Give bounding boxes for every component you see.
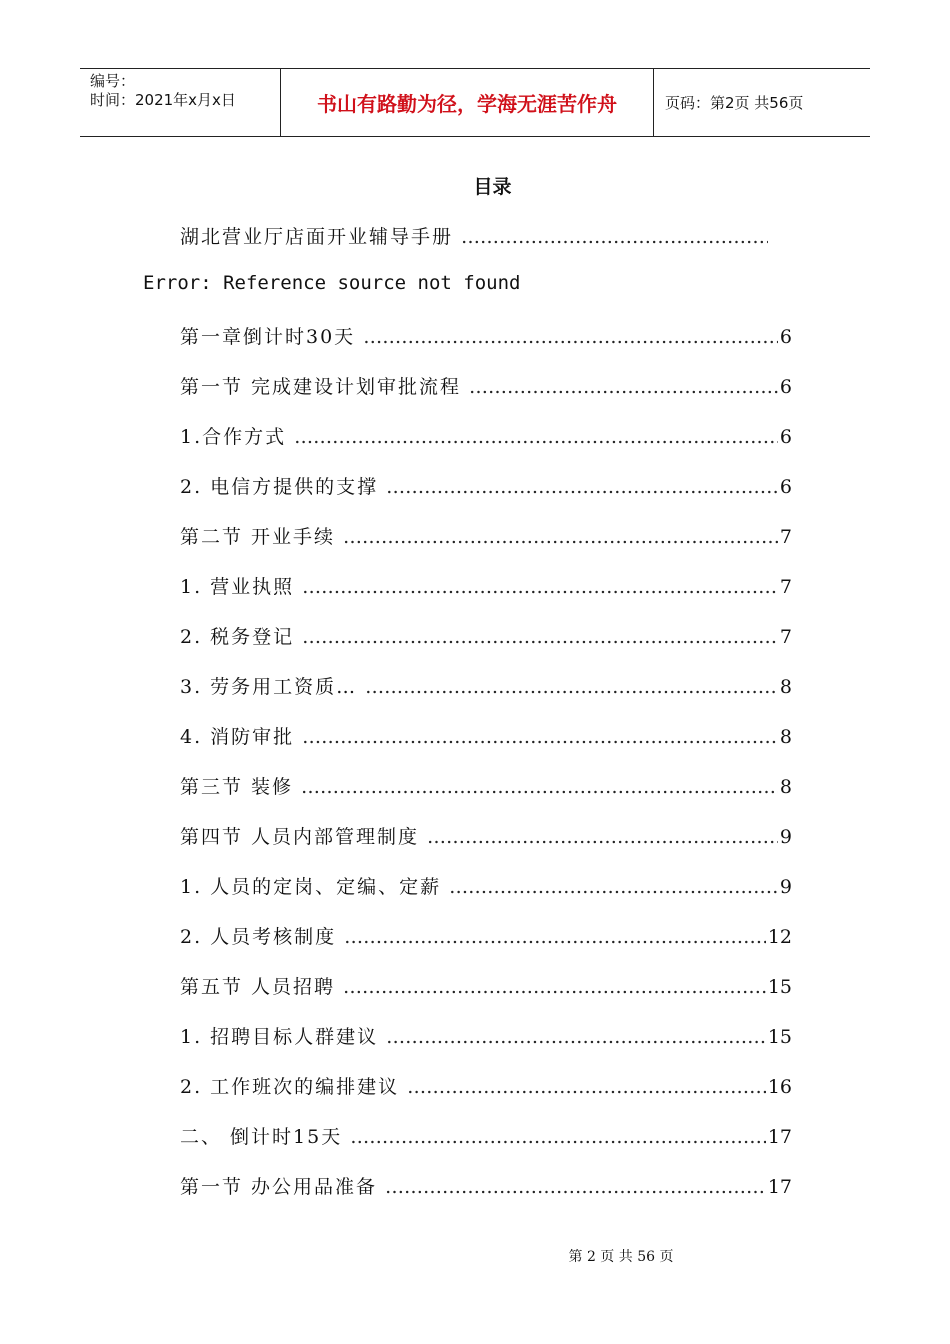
toc-leader-dots bbox=[385, 1176, 766, 1198]
toc-entry-text: 2. 工作班次的编排建议 bbox=[180, 1076, 400, 1098]
toc-entry[interactable] bbox=[180, 1122, 792, 1148]
toc-entry-page: 16 bbox=[767, 1076, 792, 1098]
toc-entry-text: 第四节 人员内部管理制度 bbox=[180, 826, 420, 848]
toc-leader-dots bbox=[461, 226, 768, 248]
header-meta bbox=[80, 69, 280, 136]
toc-entry-text: 4. 消防审批 bbox=[180, 726, 295, 748]
toc-entry[interactable] bbox=[180, 1072, 792, 1098]
toc-leader-dots bbox=[302, 576, 778, 598]
toc-entry-text: 2. 人员考核制度 bbox=[180, 926, 337, 948]
toc-entry[interactable] bbox=[180, 972, 792, 998]
toc-leader-dots bbox=[350, 1126, 766, 1148]
toc-entry-text: 3. 劳务用工资质… bbox=[180, 676, 358, 698]
toc-entry[interactable] bbox=[180, 672, 792, 698]
toc-leader-dots bbox=[302, 726, 778, 748]
page-header bbox=[80, 68, 870, 137]
toc-entry-page: 9 bbox=[779, 826, 792, 848]
toc-entry-page: 12 bbox=[767, 926, 792, 948]
toc-leader-dots bbox=[449, 876, 778, 898]
toc-entry-page: 8 bbox=[779, 726, 792, 748]
toc-entry[interactable] bbox=[180, 572, 792, 598]
toc-entry-page: 7 bbox=[779, 626, 792, 648]
toc-entry-text: 2. 税务登记 bbox=[180, 626, 295, 648]
toc-leader-dots bbox=[343, 976, 766, 998]
header-divider bbox=[653, 69, 654, 136]
toc-entry[interactable] bbox=[180, 922, 792, 948]
toc-entry-text: 第一节 完成建设计划审批流程 bbox=[180, 376, 462, 398]
number-label: 编号： bbox=[90, 72, 136, 90]
toc-leader-dots bbox=[386, 476, 778, 498]
toc-entry-page: 6 bbox=[779, 326, 792, 348]
toc-leader-dots bbox=[301, 776, 778, 798]
toc-entry[interactable] bbox=[180, 422, 792, 448]
toc-leader-dots bbox=[427, 826, 778, 848]
toc-leader-dots bbox=[294, 426, 778, 448]
toc-entry-text: 第二节 开业手续 bbox=[180, 526, 336, 548]
toc-entry-text: 1.合作方式 bbox=[180, 426, 287, 448]
toc-entry[interactable] bbox=[180, 322, 792, 348]
toc-entry-page: 17 bbox=[767, 1176, 792, 1198]
toc-leader-dots bbox=[407, 1076, 766, 1098]
toc-entry-page: 7 bbox=[779, 576, 792, 598]
page-footer: 第 2 页 共 56 页 bbox=[568, 1249, 674, 1265]
toc-entry[interactable] bbox=[180, 372, 792, 398]
toc-entry-page: 15 bbox=[767, 1026, 792, 1048]
toc-entry-page: 17 bbox=[767, 1126, 792, 1148]
toc-entry[interactable] bbox=[180, 1172, 792, 1198]
toc-entry-text: 第一章倒计时30天 bbox=[180, 326, 356, 348]
toc-leader-dots bbox=[302, 626, 778, 648]
toc-entry[interactable] bbox=[180, 722, 792, 748]
toc-leader-dots bbox=[365, 676, 778, 698]
toc-entry-page: 6 bbox=[779, 426, 792, 448]
date-label: 时间：2021年x月x日 bbox=[90, 91, 236, 109]
toc-leader-dots bbox=[386, 1026, 766, 1048]
toc-entry-text: 二、 倒计时15天 bbox=[180, 1126, 343, 1148]
toc-leader-dots bbox=[469, 376, 778, 398]
toc-entry[interactable] bbox=[180, 822, 792, 848]
toc-entry[interactable] bbox=[180, 622, 792, 648]
toc-entry-page: 6 bbox=[779, 476, 792, 498]
toc-entry-text: 1. 招聘目标人群建议 bbox=[180, 1026, 379, 1048]
toc-entry-text: 第三节 装修 bbox=[180, 776, 294, 798]
toc-entry-page: 6 bbox=[779, 376, 792, 398]
toc-entry-text: 第五节 人员招聘 bbox=[180, 976, 336, 998]
toc-entry[interactable] bbox=[180, 872, 792, 898]
toc-entry-page: 15 bbox=[767, 976, 792, 998]
header-motto: 书山有路勤为径，学海无涯苦作舟 bbox=[317, 92, 617, 116]
toc-entry-page: 7 bbox=[779, 526, 792, 548]
toc-entry-text: 1. 营业执照 bbox=[180, 576, 295, 598]
toc-entry-page: 8 bbox=[779, 676, 792, 698]
error-text: Error: Reference source not found bbox=[143, 272, 521, 294]
toc-entry-page: 8 bbox=[779, 776, 792, 798]
toc-entry-text: 2. 电信方提供的支撑 bbox=[180, 476, 379, 498]
toc-entry[interactable] bbox=[180, 222, 770, 248]
toc-leader-dots bbox=[344, 926, 766, 948]
toc-entry-text: 湖北营业厅店面开业辅导手册 bbox=[180, 226, 454, 248]
toc-entry-page: 9 bbox=[779, 876, 792, 898]
toc-entry[interactable] bbox=[180, 1022, 792, 1048]
toc-entry-text: 1. 人员的定岗、定编、定薪 bbox=[180, 876, 442, 898]
toc-entry[interactable] bbox=[180, 772, 792, 798]
header-page-info: 页码：第2页 共56页 bbox=[665, 94, 804, 112]
toc-title: 目录 bbox=[473, 176, 512, 198]
toc-entry[interactable] bbox=[180, 472, 792, 498]
toc-entry[interactable] bbox=[180, 522, 792, 548]
toc-entry-text: 第一节 办公用品准备 bbox=[180, 1176, 378, 1198]
toc-leader-dots bbox=[343, 526, 778, 548]
toc-leader-dots bbox=[363, 326, 778, 348]
